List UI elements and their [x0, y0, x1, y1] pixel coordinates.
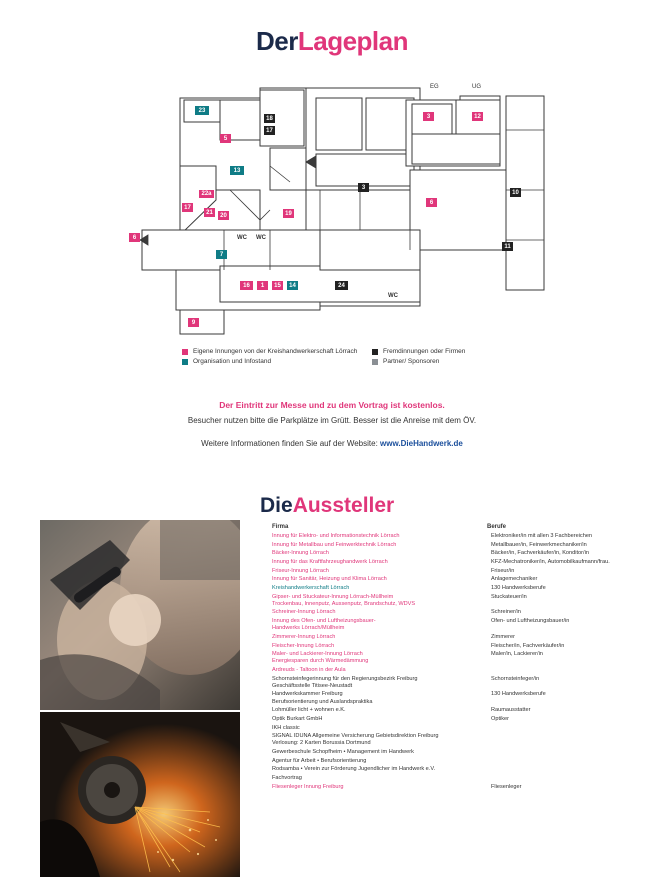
table-cell-firma: Schornsteinfegerinnung für den Regierungsbezirk Freiburg Geschäftsstelle Titisee-Neustadt	[272, 675, 418, 689]
exhibitors-table	[272, 524, 652, 792]
table-cell-berufe: Bäcker/in, Fachverkäufer/in, Konditor/in	[491, 550, 589, 557]
map-room-18[interactable]: 18	[264, 114, 275, 123]
table-cell-firma: Ardreuds - Taltoon in der Aula	[272, 667, 346, 673]
table-cell-firma: Gipser- und Stuckateur-Innung Lörrach-Müllheim Trockenbau, Innenputz, Aussenputz, Brandschutz, WDVS	[272, 593, 416, 607]
info-line-3-prefix: Weitere Informationen finden Sie auf der Website:	[201, 439, 381, 448]
table-row	[272, 758, 652, 765]
table-cell-firma: Rodsamba • Verein zur Förderung Jugendlicher im Handwerk e.V.	[272, 766, 436, 773]
table-cell-berufe: Friseur/in	[491, 567, 515, 574]
table-cell-firma: Innung für Elektro- und Informationstechnik Lörrach	[272, 533, 400, 539]
table-cell-berufe	[491, 775, 651, 782]
table-row	[272, 676, 652, 690]
table-cell-firma: SIGNAL IDUNA Allgemeine Versicherung Gebietsdirektion Freiburg Verlosung: 2 Karten Borussia Dortmund	[272, 733, 439, 747]
table-row	[272, 707, 652, 714]
table-row	[272, 784, 652, 791]
table-header	[272, 524, 652, 530]
table-header-firma: Firma	[272, 524, 289, 530]
legend-label-4: Partner/ Sponsoren	[383, 358, 440, 365]
map-room-5[interactable]: 5	[220, 134, 231, 143]
photo-grinding-svg	[40, 712, 240, 877]
exhibitors-title-part1: Die	[260, 494, 293, 517]
map-room-16[interactable]: 16	[240, 281, 253, 290]
table-cell-berufe: Anlagemechaniker	[491, 576, 538, 583]
map-room-20[interactable]: 20	[218, 211, 229, 220]
table-cell-firma: Kreishandwerkerschaft Lörrach	[272, 584, 350, 591]
table-row	[272, 550, 652, 557]
table-row	[272, 667, 652, 674]
map-room-3-mid[interactable]: 3	[358, 183, 369, 192]
table-cell-firma: Innung für Metallbau und Feinwerktechnik Lörrach	[272, 541, 397, 548]
map-room-1[interactable]: 1	[257, 281, 268, 290]
table-row	[272, 585, 652, 592]
table-cell-berufe: Stuckateuer/in	[491, 593, 527, 600]
table-cell-berufe: Optiker	[491, 715, 510, 722]
map-room-21[interactable]: 21	[204, 208, 215, 217]
table-row	[272, 716, 652, 723]
table-row	[272, 618, 652, 632]
page-title-part1: Der	[256, 26, 298, 56]
map-room-17b[interactable]: 17	[182, 203, 193, 212]
map-room-9[interactable]: 9	[188, 318, 199, 327]
map-room-22a[interactable]: 22a	[199, 190, 214, 198]
table-row	[272, 725, 652, 732]
legend-label-2: Fremdinnungen oder Firmen	[383, 348, 466, 355]
info-block	[0, 400, 664, 448]
table-cell-berufe: Fleischer/in, Fachverkäufer/in	[491, 642, 565, 649]
table-cell-berufe	[491, 733, 651, 747]
table-cell-firma: Gewerbeschule Schopfheim • Management im Handwerk	[272, 749, 414, 756]
table-cell-berufe: Schreiner/in	[491, 609, 521, 616]
legend-label-3: Organisation und Infostand	[193, 358, 272, 365]
legend-swatch-pink	[182, 349, 188, 355]
map-room-13[interactable]: 13	[230, 166, 244, 175]
table-cell-berufe: KFZ-Mechatroniker/in, Automobilkaufmann/frau.	[491, 558, 610, 565]
table-cell-berufe	[491, 758, 651, 765]
info-line-1: Der Eintritt zur Messe und zu dem Vortrag ist kostenlos.	[219, 400, 445, 410]
legend-label-1: Eigene Innungen von der Kreishandwerkerschaft Lörrach	[193, 348, 358, 355]
table-cell-berufe: Metallbauer/in, Feinwerkmechaniker/in	[491, 541, 587, 548]
table-row	[272, 576, 652, 583]
table-cell-berufe	[491, 749, 651, 756]
legend-swatch-teal	[182, 359, 188, 365]
floor-label-eg: EG	[430, 84, 439, 90]
map-room-15[interactable]: 15	[272, 281, 283, 290]
floorplan-map	[120, 70, 550, 350]
table-cell-firma: Fliesenleger Innung Freiburg	[272, 783, 344, 790]
map-room-17[interactable]: 17	[264, 126, 275, 135]
table-cell-firma: Maler- und Lackierer-Innung Lörrach Energiesparen durch Wärmedämmung	[272, 651, 369, 665]
table-row	[272, 643, 652, 650]
map-legend	[182, 348, 562, 368]
info-line-3	[0, 439, 664, 448]
table-cell-firma: Lohmüller licht + wohnen e.K.	[272, 707, 346, 714]
table-cell-firma: Innung des Ofen- und Luftheizungsbauer- Handwerks Lörrach/Müllheim	[272, 618, 376, 632]
legend-swatch-dark	[372, 349, 378, 355]
wc-label-2: WC	[256, 235, 266, 241]
table-row	[272, 749, 652, 756]
table-cell-berufe: Ofen- und Luftheizungsbauer/in	[491, 618, 570, 625]
table-cell-berufe	[491, 667, 651, 674]
table-cell-firma: Fachvortrag	[272, 775, 302, 782]
page-title-part2: Lageplan	[297, 26, 408, 56]
photo-hairdresser	[40, 520, 240, 710]
table-cell-berufe: Zimmerer	[491, 633, 515, 640]
table-cell-firma: Innung für Sanitär, Heizung und Klima Lörrach	[272, 576, 387, 583]
table-cell-berufe	[491, 725, 651, 732]
table-row	[272, 733, 652, 747]
map-room-19[interactable]: 19	[283, 209, 294, 218]
exhibitors-title-part2: Aussteller	[292, 494, 395, 517]
table-row	[272, 634, 652, 641]
table-cell-berufe: Schornsteinfeger/in	[491, 675, 540, 682]
map-room-14[interactable]: 14	[287, 281, 298, 290]
table-cell-berufe: Fliesenleger	[491, 783, 522, 790]
map-room-23[interactable]: 23	[195, 106, 209, 115]
table-cell-berufe: 130 Handwerksberufe	[491, 584, 546, 591]
table-row	[272, 568, 652, 575]
legend-row-1	[182, 348, 562, 355]
table-row	[272, 594, 652, 608]
photo-hairdresser-svg	[40, 520, 240, 710]
table-row	[272, 609, 652, 616]
map-room-10[interactable]: 10	[510, 188, 521, 197]
exhibitors-title	[260, 494, 660, 518]
table-row	[272, 691, 652, 705]
table-row	[272, 651, 652, 665]
table-row	[272, 766, 652, 773]
table-row	[272, 533, 652, 540]
table-cell-firma: Fleischer-Innung Lörrach	[272, 642, 335, 649]
table-body	[272, 533, 652, 791]
map-room-7[interactable]: 7	[216, 250, 227, 259]
table-row	[272, 775, 652, 782]
table-cell-firma: Schreiner-Innung Lörrach	[272, 609, 336, 616]
table-row	[272, 559, 652, 566]
table-cell-firma: Handwerkskammer Freiburg Berufsorientierung und Auslandspraktika	[272, 691, 373, 705]
website-link[interactable]: www.DieHandwerk.de	[380, 439, 463, 448]
table-row	[272, 542, 652, 549]
legend-swatch-gray	[372, 359, 378, 365]
table-cell-firma: Optik Burkart GmbH	[272, 715, 323, 722]
map-room-6-left[interactable]: 6	[129, 233, 140, 242]
table-cell-firma: Innung für das Kraftfahrzeughandwerk Lörrach	[272, 558, 388, 565]
legend-row-2	[182, 358, 562, 365]
table-header-berufe: Berufe	[487, 524, 507, 530]
wc-label-1: WC	[237, 235, 247, 241]
table-cell-firma: IKH classic	[272, 724, 300, 731]
table-cell-berufe: Maler/in, Lackierer/in	[491, 651, 543, 658]
table-cell-firma: Bäcker-Innung Lörrach	[272, 550, 329, 557]
info-line-2: Besucher nutzen bitte die Parkplätze im Grütt. Besser ist die Anreise mit dem ÖV.	[187, 416, 477, 425]
table-cell-berufe	[491, 766, 651, 773]
table-cell-berufe: Elektroniker/in mit allen 3 Fachbereichen	[491, 533, 593, 539]
wc-label-3: WC	[388, 293, 398, 299]
map-room-11[interactable]: 11	[502, 242, 513, 251]
photo-grinding	[40, 712, 240, 877]
map-room-24[interactable]: 24	[335, 281, 348, 290]
table-cell-berufe: 130 Handwerksberufe	[491, 691, 546, 698]
table-cell-firma: Zimmerer-Innung Lörrach	[272, 633, 336, 640]
table-cell-berufe: Raumausstatter	[491, 707, 531, 714]
table-cell-firma: Friseur-Innung Lörrach	[272, 567, 329, 574]
map-room-12[interactable]: 12	[472, 112, 483, 121]
map-room-6-eg[interactable]: 6	[426, 198, 437, 207]
floor-label-ug: UG	[472, 84, 481, 90]
page-title	[0, 26, 664, 57]
map-room-3-eg[interactable]: 3	[423, 112, 434, 121]
table-cell-firma: Agentur für Arbeit • Berufsorientierung	[272, 757, 367, 764]
